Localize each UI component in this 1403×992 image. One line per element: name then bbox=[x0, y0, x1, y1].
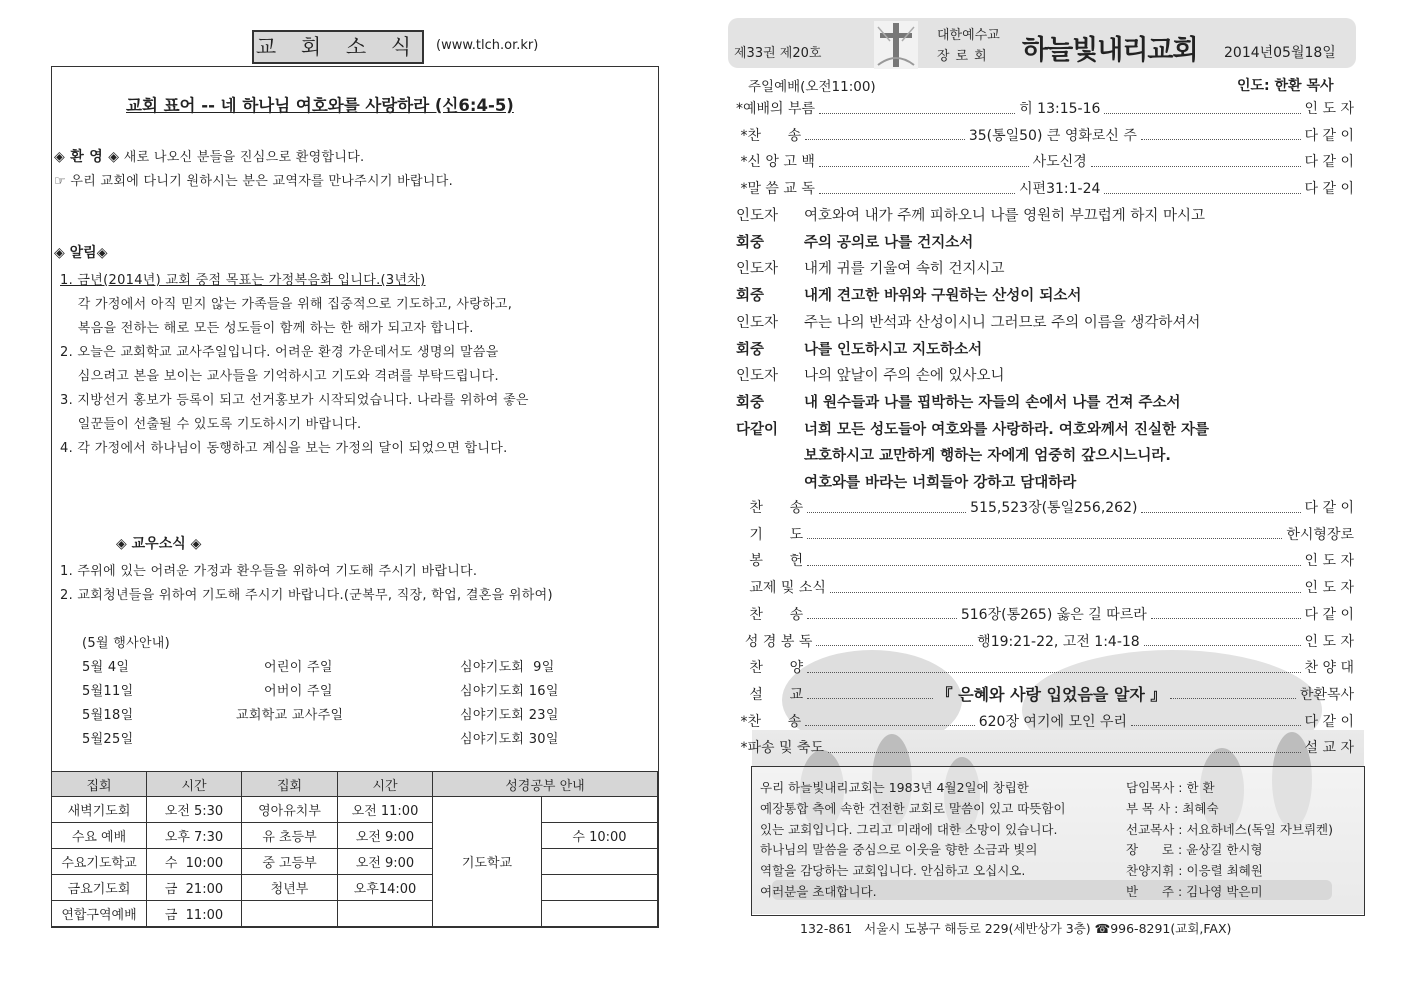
intro-line: 우리 하늘빛내리교회는 1983년 4월2일에 창립한 bbox=[760, 780, 1029, 795]
order-item-leader: 다 같 이 bbox=[1304, 127, 1355, 144]
worship-order-row bbox=[736, 577, 1354, 597]
dotted-leader bbox=[819, 156, 1029, 167]
order-item-detail: 시편31:1-24 bbox=[1019, 181, 1101, 198]
responsive-line bbox=[736, 471, 1076, 492]
order-item-label: 찬 송 bbox=[736, 606, 804, 623]
event-name: 어린이 주일 bbox=[264, 660, 333, 675]
order-item-detail: 620장 여기에 모인 우리 bbox=[978, 713, 1127, 730]
table-cell: 새벽기도회 bbox=[52, 797, 147, 823]
order-item-label: *말 씀 교 독 bbox=[736, 181, 815, 198]
order-item-leader: 찬 양 대 bbox=[1304, 660, 1354, 677]
member-news-line: 1. 주위에 있는 어려운 가정과 환우들을 위하여 기도해 주시기 바랍니다. bbox=[60, 564, 478, 579]
church-address: 132-861 서울시 도봉구 해등로 229(세반상가 3층) ☎996-8291(교회,FAX) bbox=[800, 921, 1232, 936]
notice-line: 1. 금년(2014년) 교회 중점 목표는 가정복음화 입니다.(3년차) bbox=[60, 273, 426, 288]
event-prayer: 심야기도회 16일 bbox=[460, 684, 559, 699]
event-date: 5월25일 bbox=[82, 732, 134, 747]
staff-line: 선교목사 : 서요하네스(독일 자브뤼켄) bbox=[1126, 821, 1334, 837]
table-cell: 영아유치부 bbox=[242, 797, 338, 823]
order-item-detail: 35(통일50) 큰 영화로신 주 bbox=[968, 127, 1137, 144]
dotted-leader bbox=[819, 183, 1015, 194]
responsive-speaker: 회중 bbox=[736, 394, 765, 411]
notice-line: 복음을 전하는 해로 모든 성도들이 함께 하는 한 해가 되고자 합니다. bbox=[60, 321, 474, 336]
order-item-label: 교제 및 소식 bbox=[736, 580, 826, 597]
dotted-leader bbox=[1170, 688, 1295, 699]
intro-line: 있는 교회입니다. 그리고 미래에 대한 소망이 있습니다. bbox=[760, 821, 1058, 837]
responsive-text: 나의 앞날이 주의 손에 있사오니 bbox=[804, 368, 1005, 385]
table-row bbox=[52, 797, 658, 823]
dotted-leader bbox=[1141, 129, 1301, 140]
dotted-leader bbox=[805, 129, 965, 140]
responsive-speaker: 회중 bbox=[736, 288, 765, 305]
order-item-detail: 히 13:15-16 bbox=[1019, 101, 1101, 117]
worship-order-row bbox=[736, 604, 1354, 624]
responsive-text: 내게 귀를 기울여 속히 건지시고 bbox=[804, 261, 1005, 278]
table-cell: 연합구역예배 bbox=[52, 901, 147, 927]
event-name: 교회학교 교사주일 bbox=[236, 708, 344, 723]
order-item-label: *찬 송 bbox=[736, 713, 802, 730]
order-item-label: 성 경 봉 독 bbox=[736, 633, 813, 650]
responsive-text: 주의 공의로 나를 건지소서 bbox=[804, 234, 974, 251]
website-label: (www.tlch.or.kr) bbox=[436, 38, 539, 53]
worship-order-row bbox=[736, 711, 1354, 731]
responsive-line bbox=[736, 284, 1081, 305]
table-cell: 수요 예배 bbox=[52, 823, 147, 849]
worship-order-row bbox=[736, 98, 1354, 118]
table-cell: 청년부 bbox=[242, 875, 338, 901]
dotted-leader bbox=[828, 742, 1301, 753]
table-header-row bbox=[52, 772, 658, 797]
volume-number: 제33권 제20호 bbox=[734, 46, 822, 61]
order-item-leader: 다 같 이 bbox=[1304, 500, 1355, 516]
staff-line: 장 로 : 윤상길 한시형 bbox=[1126, 842, 1263, 858]
table-cell: 수 10:00 bbox=[147, 849, 242, 875]
responsive-line bbox=[736, 257, 1005, 278]
member-news-line: 2. 교회청년들을 위하여 기도해 주시기 바랍니다.(군복무, 직장, 학업, 결혼을 위하여) bbox=[60, 588, 553, 603]
table-row bbox=[52, 875, 658, 901]
dotted-leader bbox=[807, 662, 1300, 673]
order-item-label: *찬 송 bbox=[736, 127, 802, 144]
notice-line: 심으려고 본을 보이는 교사들을 기억하시고 기도와 격려를 부탁드립니다. bbox=[60, 369, 499, 384]
worship-order-row bbox=[736, 550, 1354, 570]
order-item-label: 봉 헌 bbox=[736, 553, 804, 570]
event-date: 5월11일 bbox=[82, 684, 134, 699]
denomination-line1: 대한예수교 bbox=[937, 28, 1000, 43]
table-cell: 오후14:00 bbox=[338, 875, 433, 901]
worship-order-row bbox=[736, 737, 1354, 757]
dotted-leader bbox=[1104, 103, 1300, 114]
responsive-speaker: 인도자 bbox=[736, 368, 779, 385]
order-item-detail: 사도신경 bbox=[1032, 154, 1087, 171]
table-cell bbox=[542, 797, 658, 823]
table-header: 집회 bbox=[242, 772, 338, 797]
table-cell: 유 초등부 bbox=[242, 823, 338, 849]
church-motto: 교회 표어 -- 네 하나님 여호와를 사랑하라 (신6:4-5) bbox=[126, 96, 514, 115]
welcome-heading: ◈ 환 영 ◈ bbox=[54, 149, 120, 165]
responsive-line bbox=[736, 311, 1200, 332]
responsive-line bbox=[736, 204, 1205, 225]
responsive-speaker: 인도자 bbox=[736, 261, 779, 278]
order-item-label: *파송 및 축도 bbox=[736, 740, 824, 757]
table-cell: 금 11:00 bbox=[147, 901, 242, 927]
intro-line: 역할을 감당하는 교회입니다. 안심하고 오십시오. bbox=[760, 863, 1026, 879]
dotted-leader bbox=[1131, 715, 1301, 726]
table-header: 시간 bbox=[338, 772, 433, 797]
welcome-note: ☞ 우리 교회에 다니기 원하시는 분은 교역자를 만나주시기 바랍니다. bbox=[54, 174, 454, 189]
table-cell: 수요기도학교 bbox=[52, 849, 147, 875]
worship-order-row bbox=[736, 151, 1354, 171]
order-item-label: 찬 송 bbox=[736, 500, 804, 516]
responsive-text: 내게 견고한 바위와 구원하는 산성이 되소서 bbox=[804, 288, 1082, 305]
order-item-detail: 『 은혜와 사랑 입었음을 알자 』 bbox=[936, 685, 1167, 705]
staff-line: 반 주 : 김나영 박은미 bbox=[1126, 883, 1263, 899]
dotted-leader bbox=[830, 582, 1301, 593]
responsive-line bbox=[736, 364, 1005, 385]
intro-line: 여러분을 초대합니다. bbox=[760, 883, 877, 899]
order-item-leader: 다 같 이 bbox=[1304, 154, 1354, 171]
responsive-line bbox=[736, 231, 973, 252]
order-item-leader: 다 같 이 bbox=[1304, 606, 1355, 623]
responsive-line bbox=[736, 418, 1209, 439]
dotted-leader bbox=[819, 103, 1015, 114]
dotted-leader bbox=[816, 635, 973, 646]
notice-line: 3. 지방선거 홍보가 등록이 되고 선거홍보가 시작되었습니다. 나라를 위하여 좋은 bbox=[60, 393, 529, 408]
order-item-label: 찬 양 bbox=[736, 660, 804, 677]
order-item-leader: 인 도 자 bbox=[1304, 633, 1355, 650]
notice-line: 4. 각 가정에서 하나님이 동행하고 계심을 보는 가정의 달이 되었으면 합니다. bbox=[60, 441, 508, 456]
table-header: 성경공부 안내 bbox=[433, 772, 658, 797]
table-cell: 금요기도회 bbox=[52, 875, 147, 901]
dotted-leader bbox=[1091, 156, 1301, 167]
order-item-leader: 인 도 자 bbox=[1304, 580, 1354, 597]
event-name: 어버이 주일 bbox=[264, 684, 333, 699]
table-cell: 오전 9:00 bbox=[338, 849, 433, 875]
responsive-speaker: 회중 bbox=[736, 341, 765, 358]
event-prayer: 심야기도회 9일 bbox=[460, 660, 555, 675]
event-date: 5월18일 bbox=[82, 708, 134, 723]
notice-line: 각 가정에서 아직 믿지 않는 가족들을 위해 집중적으로 기도하고, 사랑하고, bbox=[60, 297, 513, 312]
order-item-detail: 행19:21-22, 고전 1:4-18 bbox=[977, 633, 1140, 650]
responsive-text: 여호와여 내가 주께 피하오니 나를 영원히 부끄럽게 하지 마시고 bbox=[804, 208, 1206, 224]
intro-line: 예장통합 측에 속한 건전한 교회로 말씀이 있고 따뜻함이 bbox=[760, 800, 1066, 816]
order-item-leader: 인 도 자 bbox=[1304, 553, 1354, 570]
event-prayer: 심야기도회 23일 bbox=[460, 708, 559, 723]
table-row bbox=[52, 901, 658, 927]
responsive-speaker: 인도자 bbox=[736, 314, 779, 331]
event-date: 5월 4일 bbox=[82, 660, 130, 675]
events-heading: (5월 행사안내) bbox=[82, 636, 171, 651]
worship-order-row bbox=[736, 497, 1354, 517]
staff-line: 찬양지휘 : 이응렬 최혜원 bbox=[1126, 863, 1263, 879]
table-row bbox=[52, 823, 658, 849]
welcome-line bbox=[54, 146, 365, 166]
notice-heading: ◈ 알림◈ bbox=[54, 245, 108, 261]
dotted-leader bbox=[1151, 608, 1301, 619]
worship-order-row bbox=[736, 178, 1354, 198]
meeting-schedule-table bbox=[51, 771, 658, 927]
order-item-leader: 다 같 이 bbox=[1304, 713, 1355, 730]
responsive-text: 보호하시고 교만하게 행하는 자에게 엄중히 갚으시느니라. bbox=[804, 448, 1171, 465]
dotted-leader bbox=[1144, 635, 1301, 646]
event-prayer: 심야기도회 30일 bbox=[460, 732, 559, 747]
study-time: 수 10:00 bbox=[542, 823, 658, 849]
staff-line: 부 목 사 : 최혜숙 bbox=[1126, 800, 1219, 816]
dotted-leader bbox=[1104, 183, 1300, 194]
service-leader: 인도: 한환 목사 bbox=[1237, 78, 1334, 94]
order-item-leader: 인 도 자 bbox=[1304, 101, 1354, 117]
table-cell bbox=[542, 875, 658, 901]
responsive-text: 너희 모든 성도들아 여호와를 사랑하라. 여호와께서 진실한 자를 bbox=[804, 421, 1210, 438]
church-intro bbox=[760, 778, 1066, 903]
worship-order-row bbox=[736, 657, 1354, 677]
order-item-detail: 515,523장(통일256,262) bbox=[970, 500, 1138, 516]
order-item-label: *예배의 부름 bbox=[736, 101, 816, 117]
table-cell bbox=[242, 901, 338, 927]
order-item-leader: 한시형장로 bbox=[1286, 526, 1354, 543]
table-cell: 중 고등부 bbox=[242, 849, 338, 875]
staff-list bbox=[1126, 778, 1333, 903]
service-name: 주일예배(오전11:00) bbox=[748, 79, 876, 95]
responsive-text: 내 원수들과 나를 핍박하는 자들의 손에서 나를 건져 주소서 bbox=[804, 394, 1181, 411]
order-item-leader: 한환목사 bbox=[1299, 686, 1354, 703]
worship-order-row bbox=[736, 631, 1354, 651]
order-item-leader: 설 교 자 bbox=[1304, 740, 1354, 757]
worship-order-row bbox=[736, 684, 1354, 704]
news-title: 교 회 소 식 bbox=[252, 30, 424, 64]
welcome-text: 새로 나오신 분들을 진심으로 환영합니다. bbox=[119, 150, 365, 165]
church-logo-icon bbox=[874, 21, 918, 69]
member-news-heading: ◈ 교우소식 ◈ bbox=[116, 536, 202, 552]
responsive-speaker: 회중 bbox=[736, 234, 765, 251]
responsive-speaker: 다같이 bbox=[736, 421, 779, 438]
table-cell bbox=[542, 901, 658, 927]
responsive-line bbox=[736, 444, 1171, 465]
table-header: 집회 bbox=[52, 772, 147, 797]
table-cell: 금 21:00 bbox=[147, 875, 242, 901]
denomination-line2: 장로회 bbox=[937, 49, 993, 64]
responsive-text: 여호와를 바라는 너희들아 강하고 담대하라 bbox=[804, 475, 1077, 491]
table-cell: 오전 11:00 bbox=[338, 797, 433, 823]
table-row bbox=[52, 849, 658, 875]
dotted-leader bbox=[807, 528, 1282, 539]
order-item-detail: 516장(통265) 옳은 길 따르라 bbox=[960, 606, 1147, 623]
table-cell bbox=[338, 901, 433, 927]
dotted-leader bbox=[805, 715, 975, 726]
intro-line: 하나님의 말씀을 중심으로 이웃을 향한 소금과 빛의 bbox=[760, 842, 1038, 858]
study-name: 기도학교 bbox=[433, 797, 542, 927]
dotted-leader bbox=[807, 608, 957, 619]
responsive-line bbox=[736, 338, 982, 359]
table-cell: 오후 7:30 bbox=[147, 823, 242, 849]
table-cell: 오전 9:00 bbox=[338, 823, 433, 849]
table-cell: 오전 5:30 bbox=[147, 797, 242, 823]
order-item-leader: 다 같 이 bbox=[1304, 181, 1354, 198]
responsive-line bbox=[736, 391, 1181, 412]
bulletin-date: 2014년05월18일 bbox=[1224, 45, 1336, 61]
table-header: 시간 bbox=[147, 772, 242, 797]
order-item-label: 기 도 bbox=[736, 526, 804, 543]
notice-line: 일꾼들이 선출될 수 있도록 기도하시기 바랍니다. bbox=[60, 417, 362, 432]
dotted-leader bbox=[1141, 502, 1300, 513]
dotted-leader bbox=[807, 502, 966, 513]
responsive-text: 주는 나의 반석과 산성이시니 그러므로 주의 이름을 생각하셔서 bbox=[804, 314, 1201, 331]
worship-order-row bbox=[736, 524, 1354, 544]
worship-order-row bbox=[736, 125, 1354, 145]
notice-line: 2. 오늘은 교회학교 교사주일입니다. 어려운 환경 가운데서도 생명의 말씀을 bbox=[60, 345, 499, 360]
staff-line: 담임목사 : 한 환 bbox=[1126, 780, 1215, 795]
table-cell bbox=[542, 849, 658, 875]
responsive-text: 나를 인도하시고 지도하소서 bbox=[804, 341, 983, 358]
dotted-leader bbox=[807, 555, 1300, 566]
order-item-label: 설 교 bbox=[736, 686, 804, 703]
dotted-leader bbox=[807, 688, 932, 699]
order-item-label: *신 앙 고 백 bbox=[736, 154, 815, 171]
responsive-speaker: 인도자 bbox=[736, 208, 779, 224]
church-name: 하늘빛내리교회 bbox=[1022, 35, 1198, 66]
